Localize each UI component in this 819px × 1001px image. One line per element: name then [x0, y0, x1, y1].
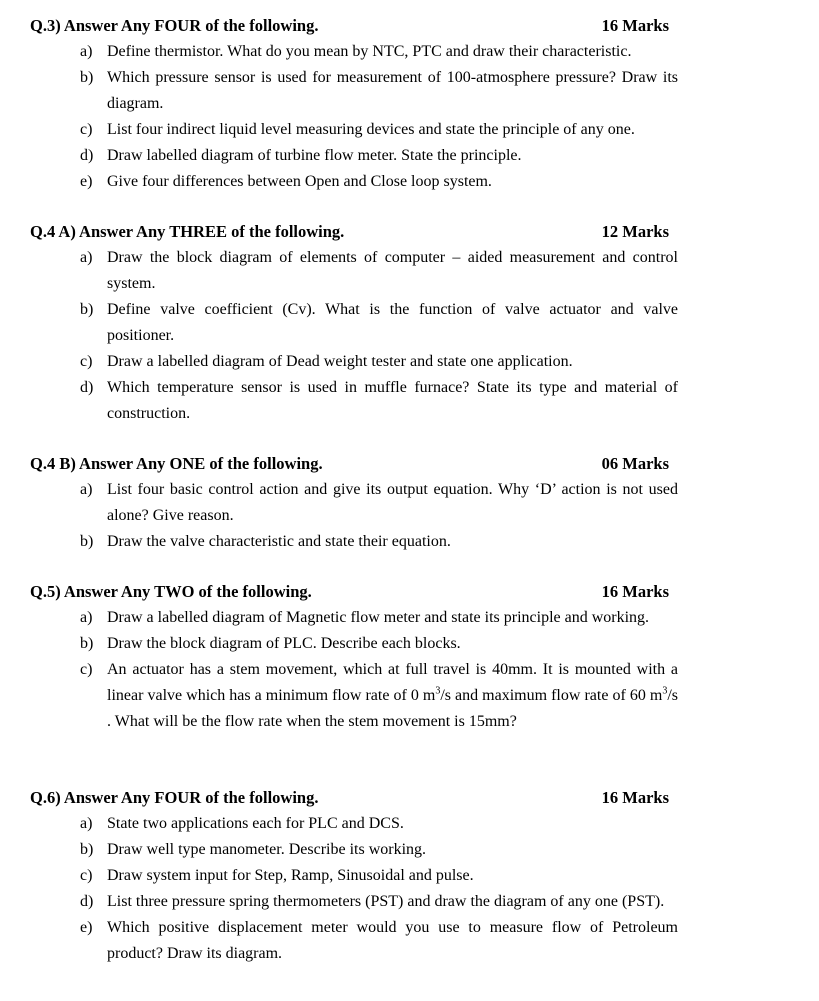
sub-question-text	[107, 657, 678, 735]
sub-question-text: Draw the valve characteristic and state their equation.	[107, 533, 451, 550]
sub-question	[30, 863, 678, 889]
sub-question-text: Draw a labelled diagram of Dead weight tester and state one application.	[107, 353, 573, 370]
sub-question	[30, 811, 678, 837]
sub-question	[30, 889, 678, 915]
sub-question-text: List three pressure spring thermometers (PST) and draw the diagram of any one (PST).	[107, 893, 665, 910]
sub-question-label: b)	[80, 841, 94, 858]
superscript-exponent: 3	[662, 685, 668, 697]
question-q3	[30, 13, 678, 195]
sub-question-text: Which temperature sensor is used in muffle furnace? State its type and material of construction.	[107, 379, 678, 422]
question-title: Q.5) Answer Any TWO of the following.	[30, 582, 312, 601]
sub-question	[30, 375, 678, 427]
question-q4b	[30, 451, 678, 555]
sub-question	[30, 349, 678, 375]
question-title: Q.3) Answer Any FOUR of the following.	[30, 16, 319, 35]
sub-question	[30, 245, 678, 297]
sub-question-label: d)	[80, 379, 94, 396]
sub-question-text: Define thermistor. What do you mean by NTC, PTC and draw their characteristic.	[107, 43, 632, 60]
sub-question-label: a)	[80, 43, 93, 60]
sub-question-label: a)	[80, 609, 93, 626]
sub-question	[30, 605, 678, 631]
sub-question-label: b)	[80, 301, 94, 318]
sub-question-text: Give four differences between Open and Close loop system.	[107, 173, 492, 190]
sub-question-text: Define valve coefficient (Cv). What is the function of valve actuator and valve positioner.	[107, 301, 678, 344]
sub-question-text: Draw the block diagram of PLC. Describe each blocks.	[107, 635, 461, 652]
sub-question	[30, 837, 678, 863]
sub-question	[30, 169, 678, 195]
sub-question	[30, 143, 678, 169]
text-part: /s . What will be the flow rate when the stem movement is 15mm?	[107, 687, 679, 730]
question-marks: 16 Marks	[601, 582, 669, 601]
sub-question	[30, 65, 678, 117]
question-q5	[30, 579, 678, 735]
text-part: /s and maximum flow rate of 60 m	[440, 687, 663, 704]
sub-question-text: State two applications each for PLC and DCS.	[107, 815, 404, 832]
question-title: Q.4 B) Answer Any ONE of the following.	[30, 454, 323, 473]
sub-question-label: a)	[80, 815, 93, 832]
question-marks: 16 Marks	[601, 16, 669, 35]
sub-question-label: a)	[80, 481, 93, 498]
sub-question-text: Which pressure sensor is used for measurement of 100-atmosphere pressure? Draw its diagram.	[107, 69, 678, 112]
sub-question-text: Draw a labelled diagram of Magnetic flow meter and state its principle and working.	[107, 609, 650, 626]
sub-question-text: Draw labelled diagram of turbine flow meter. State the principle.	[107, 147, 522, 164]
question-title: Q.6) Answer Any FOUR of the following.	[30, 788, 319, 807]
sub-question	[30, 297, 678, 349]
sub-question-label: d)	[80, 147, 94, 164]
sub-question-label: b)	[80, 635, 94, 652]
sub-question-label: a)	[80, 249, 93, 266]
sub-question-text: Draw the block diagram of elements of computer – aided measurement and control system.	[107, 249, 678, 292]
sub-question-label: e)	[80, 173, 93, 190]
sub-question-text: Draw well type manometer. Describe its working.	[107, 841, 427, 858]
question-q4a	[30, 219, 678, 427]
sub-question	[30, 39, 678, 65]
question-header	[30, 13, 678, 39]
question-title: Q.4 A) Answer Any THREE of the following.	[30, 222, 345, 241]
question-header	[30, 785, 678, 811]
sub-question-label: b)	[80, 69, 94, 86]
question-header	[30, 219, 678, 245]
sub-question	[30, 529, 678, 555]
sub-question-label: c)	[80, 121, 93, 138]
sub-question	[30, 631, 678, 657]
superscript-exponent: 3	[435, 685, 441, 697]
sub-question-label: b)	[80, 533, 94, 550]
question-marks: 16 Marks	[601, 788, 669, 807]
question-marks: 12 Marks	[601, 222, 669, 241]
sub-question-text: List four indirect liquid level measuring devices and state the principle of any one.	[107, 121, 635, 138]
sub-question-label: c)	[80, 661, 93, 678]
sub-question-text: Which positive displacement meter would you use to measure flow of Petroleum product? Draw its diagram.	[107, 919, 678, 962]
question-header	[30, 579, 678, 605]
text-part: An actuator has a stem movement, which at full travel is 40mm. It is mounted with a linear valve which has a minimum flow rate of 0 m	[107, 661, 678, 704]
sub-question	[30, 657, 678, 735]
question-q6	[30, 785, 678, 967]
sub-question-text: List four basic control action and give its output equation. Why ‘D’ action is not used alone? Give reason.	[107, 481, 678, 524]
sub-question-label: c)	[80, 867, 93, 884]
sub-question-label: e)	[80, 919, 93, 936]
sub-question-text: Draw system input for Step, Ramp, Sinusoidal and pulse.	[107, 867, 474, 884]
question-header	[30, 451, 678, 477]
question-marks: 06 Marks	[601, 454, 669, 473]
sub-question	[30, 117, 678, 143]
sub-question	[30, 915, 678, 967]
sub-question-label: c)	[80, 353, 93, 370]
sub-question-label: d)	[80, 893, 94, 910]
sub-question	[30, 477, 678, 529]
